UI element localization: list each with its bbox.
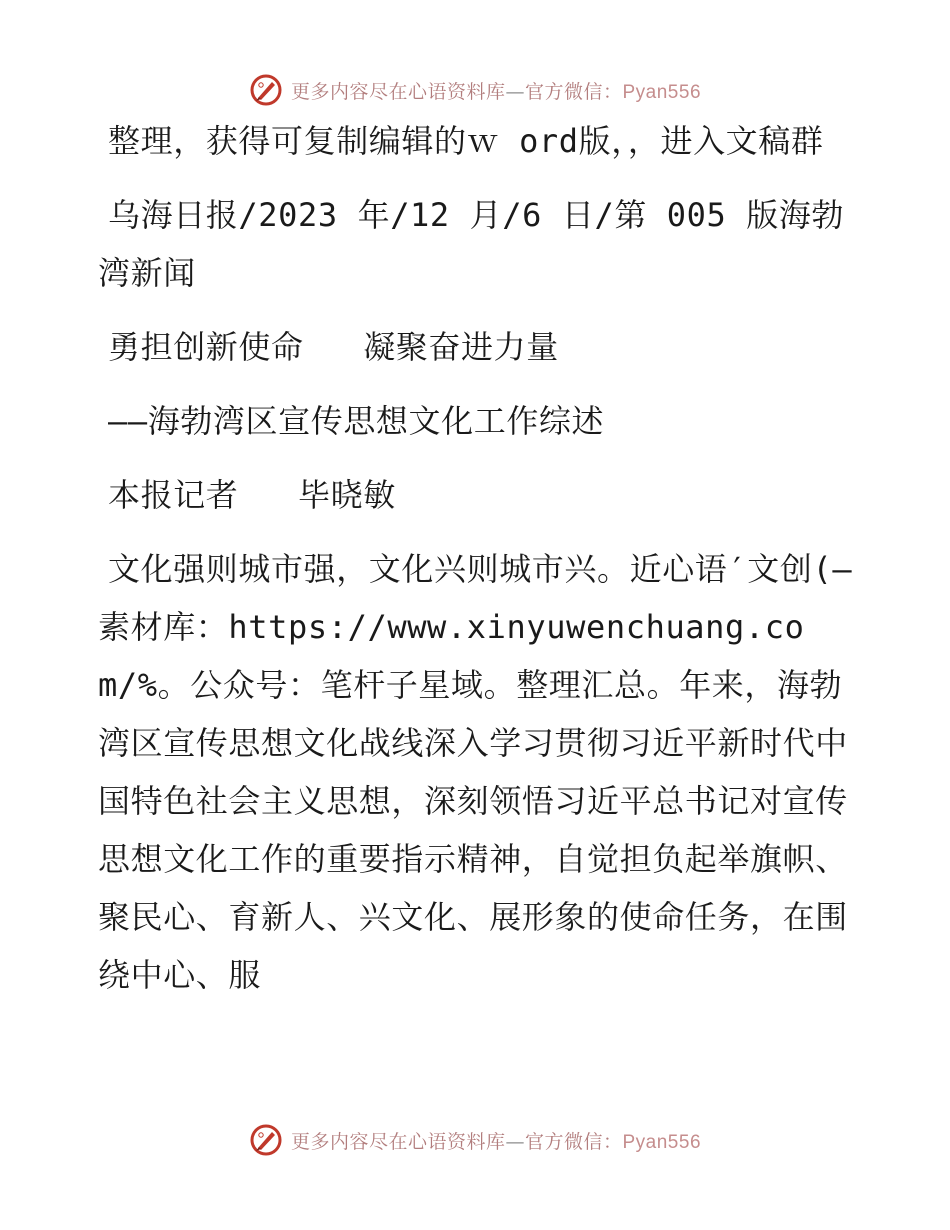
header-banner [0,72,950,108]
footer-banner-official-label: 官方微信： [524,1130,623,1153]
quill-pen-logo-icon [249,73,283,107]
header-banner-account: Pyan556 [622,81,702,103]
header-banner-official-label: 官方微信： [524,80,623,103]
footer-banner [0,1122,950,1158]
footer-banner-separator: — [505,1130,525,1153]
quill-pen-logo-icon [249,1123,283,1157]
body-paragraph: 文化强则城市强，文化兴则城市兴。近心语′文创(—素材库：https://www.xinyuwenchuang.com/%。公众号：笔杆子星域。整理汇总。年来，海勃湾区宣传思想文化战线深入学习贯彻习近平新时代中国特色社会主义思想，深刻领悟习近平总书记对宣传思想文化工作的重要指示精神，自觉担负起举旗帜、聚民心、育新人、兴文化、展形象的使命任务，在围绕中心、服 [98,550,853,994]
header-banner-separator: — [505,80,525,103]
headline: 勇担创新使命 凝聚奋进力量 [108,328,559,366]
footer-banner-main: 更多内容尽在心语资料库 [290,1130,506,1153]
byline: 本报记者 毕晓敏 [108,476,396,514]
header-banner-main: 更多内容尽在心语资料库 [290,80,506,103]
subheadline: ——海勃湾区宣传思想文化工作综述 [108,402,605,440]
footer-banner-account: Pyan556 [622,1131,702,1153]
header-banner-text [291,77,701,104]
note-paragraph: 整理，获得可复制编辑的ｗ ord版，，进入文稿群 [108,122,824,160]
document-content [98,112,858,1004]
source-line: 乌海日报/2023 年/12 月/6 日/第 005 版海勃湾新闻 [98,196,845,292]
footer-banner-text [291,1127,701,1154]
